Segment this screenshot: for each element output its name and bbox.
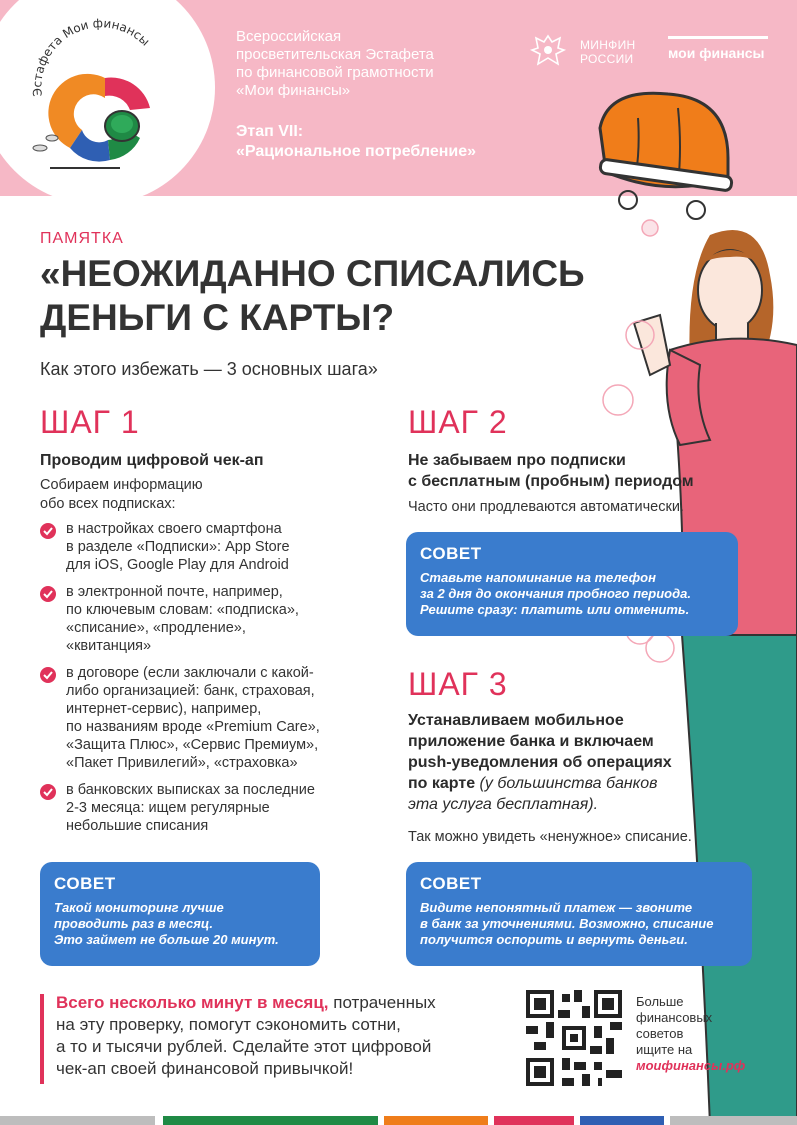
advice-line: в банк за уточнениями. Возможно, списание — [420, 916, 714, 931]
step3-heading-note-line: эта услуга бесплатная). — [408, 796, 599, 813]
step1-intro-line: обо всех подписках: — [40, 496, 176, 512]
advice-line: за 2 дня до окончания пробного периода. — [420, 586, 691, 601]
footer-segment — [494, 1116, 574, 1125]
list-item — [40, 664, 370, 772]
step3-heading-note: (у большинства банков — [479, 775, 658, 792]
step1-intro — [40, 476, 370, 514]
bottom-line: чек-ап своей финансовой привычкой! — [56, 1059, 354, 1078]
bottom-line: на эту проверку, помогут сэкономить сотни, — [56, 1015, 401, 1034]
header-intro-line: Всероссийская — [236, 28, 342, 45]
step3-heading-line: приложение банка и включаем — [408, 733, 654, 750]
advice-label: СОВЕТ — [54, 874, 116, 893]
advice-line: Решите сразу: платить или отменить. — [420, 602, 690, 617]
list-item-line: в договоре (если заключали с какой- — [66, 665, 314, 681]
moi-logo-text: мои финансы — [668, 45, 765, 61]
website-link[interactable]: моифинансы.рф — [636, 1058, 746, 1073]
qr-caption-line: советов — [636, 1026, 684, 1041]
advice-line: Видите непонятный платеж — звоните — [420, 900, 693, 915]
step2-text: Часто они продлеваются автоматически. — [408, 499, 684, 515]
minfin-line: РОССИИ — [580, 52, 634, 66]
list-item-line: по названиям вроде «Premium Care», — [66, 719, 320, 735]
woman-illustration — [590, 215, 797, 1125]
title-line: «НЕОЖИДАННО СПИСАЛИСЬ — [40, 253, 585, 294]
step3-heading — [408, 710, 738, 815]
step2-heading — [408, 450, 748, 492]
advice-text — [54, 900, 306, 948]
memo-label: ПАМЯТКА — [40, 230, 124, 247]
advice-line: Такой мониторинг лучше — [54, 900, 224, 915]
list-item-line: в электронной почте, например, — [66, 584, 283, 600]
step3-heading-line: push-уведомления об операциях — [408, 754, 672, 771]
advice-text — [420, 570, 724, 618]
page-subtitle: Как этого избежать — 3 основных шага» — [40, 359, 378, 379]
step1-title: ШАГ 1 — [40, 404, 140, 440]
footer-segment — [580, 1116, 664, 1125]
bottom-summary — [56, 992, 516, 1080]
step3-text: Так можно увидеть «ненужное» списание. — [408, 829, 692, 845]
list-item-line: «списание», «продление», — [66, 620, 246, 636]
list-item — [40, 781, 370, 835]
header-intro — [236, 28, 486, 100]
list-item-line: по ключевым словам: «подписка», — [66, 602, 299, 618]
footer-segment — [670, 1116, 797, 1125]
qr-caption — [636, 994, 776, 1074]
step1-advice-card — [40, 862, 320, 966]
advice-label: СОВЕТ — [420, 874, 482, 893]
footer-segment — [384, 1116, 488, 1125]
list-item-line: в разделе «Подписки»: App Store — [66, 539, 290, 555]
logo-arc-text: Эстафета Мои финансы — [30, 18, 153, 97]
list-item-line: в настройках своего смартфона — [66, 521, 282, 537]
step3-heading-line — [408, 773, 738, 794]
qr-code-icon[interactable] — [526, 990, 622, 1086]
step2-heading-line: с бесплатным (пробным) периодом — [408, 473, 694, 490]
minfin-line: МИНФИН — [580, 38, 636, 52]
list-item — [40, 583, 370, 655]
header-intro-line: просветительская Эстафета — [236, 46, 434, 63]
advice-text — [420, 900, 738, 948]
step1-heading: Проводим цифровой чек-ап — [40, 452, 264, 469]
minfin-logo — [528, 30, 648, 74]
qr-caption-line: Больше — [636, 994, 684, 1009]
step3-advice-card — [406, 862, 752, 966]
advice-line: Ставьте напоминание на телефон — [420, 570, 656, 585]
bottom-line-text: потраченных — [333, 993, 436, 1012]
minfin-text — [580, 38, 636, 66]
check-icon — [40, 784, 56, 800]
list-item-line: в банковских выписках за последние — [66, 782, 315, 798]
advice-line: получится оспорить и вернуть деньги. — [420, 932, 688, 947]
step1-intro-line: Собираем информацию — [40, 477, 203, 493]
check-icon — [40, 523, 56, 539]
qr-caption-line: ищите на — [636, 1042, 693, 1057]
list-item-line: 2-3 месяца: ищем регулярные — [66, 800, 270, 816]
footer-color-strip — [0, 1116, 797, 1125]
footer-segment — [0, 1116, 155, 1125]
page-title — [40, 252, 650, 340]
check-icon — [40, 667, 56, 683]
list-item-line: интернет-сервис), например, — [66, 701, 262, 717]
advice-label: СОВЕТ — [420, 544, 482, 563]
bottom-accent-bar — [40, 994, 44, 1084]
footer-segment — [163, 1116, 378, 1125]
step3-heading-line: Устанавливаем мобильное — [408, 712, 624, 729]
step3-title: ШАГ 3 — [408, 666, 508, 702]
header-intro-line: по финансовой грамотности — [236, 64, 434, 81]
check-icon — [40, 586, 56, 602]
bottom-line — [56, 992, 516, 1014]
list-item-line: «Защита Плюс», «Сервис Премиум», — [66, 737, 319, 753]
moi-finansy-logo — [668, 36, 778, 61]
step1-list — [40, 520, 370, 844]
list-item-line: для iOS, Google Play для Android — [66, 557, 289, 573]
step2-heading-line: Не забываем про подписки — [408, 452, 626, 469]
advice-line: Это займет не больше 20 минут. — [54, 932, 279, 947]
bottom-line: а то и тысячи рублей. Сделайте этот цифровой — [56, 1037, 432, 1056]
eagle-emblem-icon — [528, 30, 568, 70]
qr-caption-line: финансовых — [636, 1010, 713, 1025]
moi-logo-line — [668, 36, 768, 39]
stage-title — [236, 122, 536, 162]
advice-line: проводить раз в месяц. — [54, 916, 213, 931]
title-line: ДЕНЬГИ С КАРТЫ? — [40, 297, 395, 338]
list-item — [40, 520, 370, 574]
list-item-line: либо организацией: банк, страховая, — [66, 683, 315, 699]
list-item-line: «Пакет Привилегий», «страховка» — [66, 755, 298, 771]
stage-line: Этап VII: — [236, 123, 304, 140]
stage-line: «Рациональное потребление» — [236, 143, 477, 160]
header-intro-line: «Мои финансы» — [236, 82, 351, 99]
estafeta-logo — [10, 18, 180, 178]
list-item-line: небольшие списания — [66, 818, 209, 834]
bottom-highlight: Всего несколько минут в месяц, — [56, 993, 329, 1012]
step2-title: ШАГ 2 — [408, 404, 508, 440]
step2-advice-card — [406, 532, 738, 636]
list-item-line: «квитанция» — [66, 638, 152, 654]
step3-heading-line-4: по карте — [408, 775, 476, 792]
